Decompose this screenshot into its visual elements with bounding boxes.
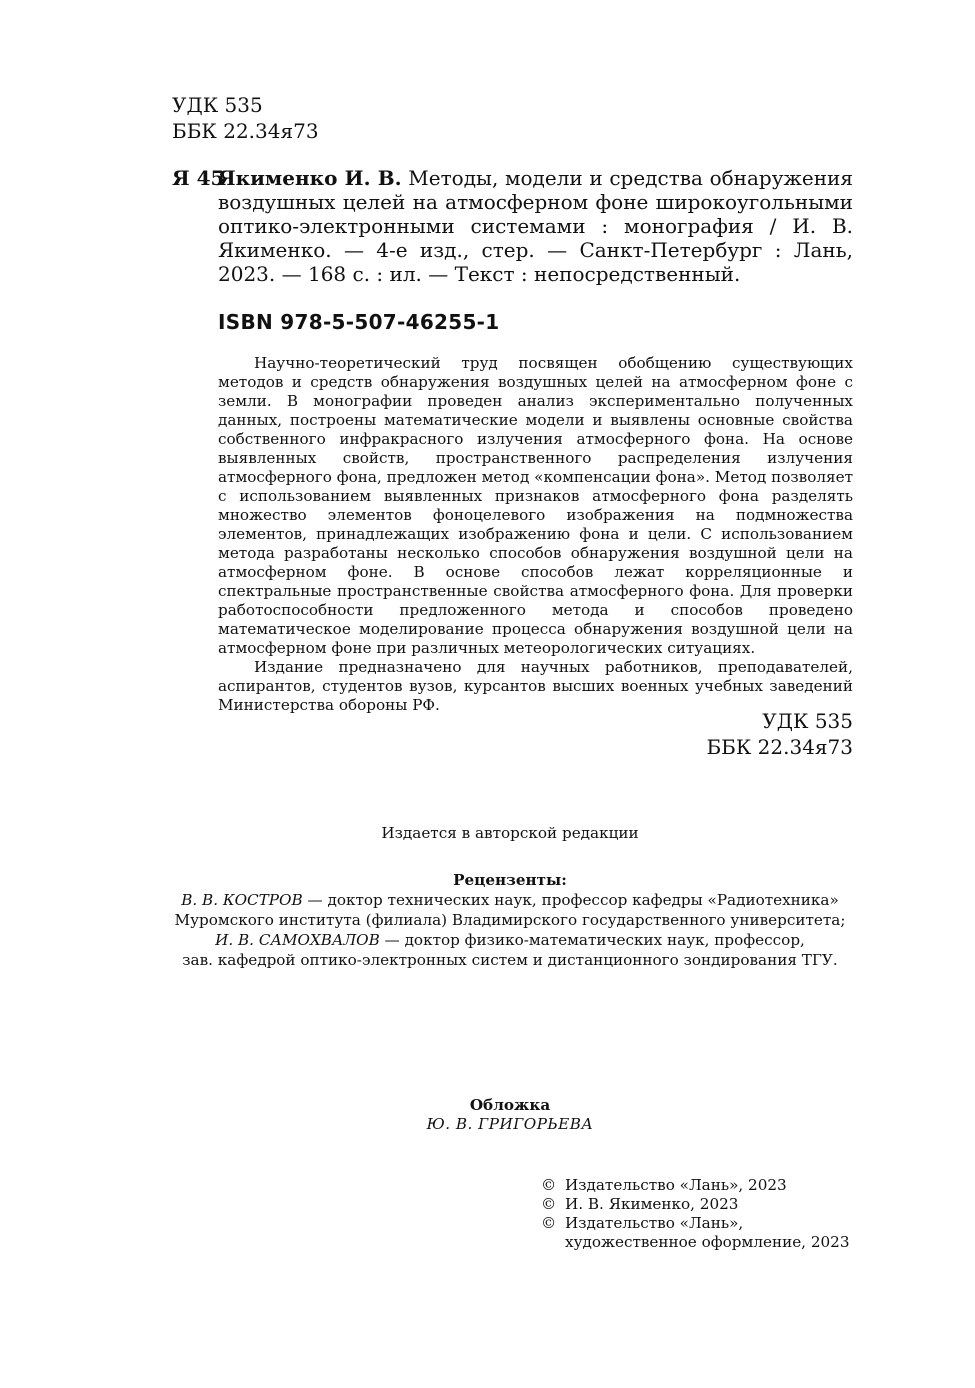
reviewer-credentials: — доктор технических наук, профессор кафедры «Радиотехника» [302,891,839,909]
reviewers-heading: Рецензенты: [453,871,567,889]
reviewer-affiliation: Муромского института (филиала) Владимирского государственного университета; [174,911,846,929]
copyright-icon: © [541,1176,557,1194]
cover-heading: Обложка [469,1096,551,1114]
udk-code: УДК 535 [172,93,263,117]
copyright-line [541,1176,850,1195]
catalog-description [218,166,853,286]
bbk-code: ББК 22.34я73 [706,735,853,759]
abstract-paragraph: Научно-теоретический труд посвящен обобщению существующих методов и средств обнаружения воздушных целей на атмосферном фоне с земли. В монографии проведен анализ экспериментально полученных данных, построены математические модели и выявлены основные свойства собственного инфракрасного излучения атмосферного фона. На основе выявленных свойств, пространственного распределения излучения атмосферного фона, предложен метод «компенсации фона». Метод позволяет с использованием выявленных признаков атмосферного фона разделять множество элементов фоноцелевого изображения на подмножества элементов, принадлежащих изображению фона и цели. С использованием метода разработаны несколько способов обнаружения воздушной цели на атмосферном фоне. В основе способов лежат корреляционные и спектральные пространственные свойства атмосферного фона. Для проверки работоспособности предложенного метода и способов проведено математическое моделирование процесса обнаружения воздушной цели на атмосферном фоне при различных метеорологических ситуациях. [218,354,853,657]
copyright-line [541,1214,850,1233]
abstract [218,354,853,715]
book-description: Методы, модели и средства обнаружения воздушных целей на атмосферном фоне широкоугольными оптико-электронными системами : монография / И. В. Якименко. — 4-е изд., стер. — Санкт-Петербург : Лань, 2023. — 168 с. : ил. — Текст : непосредственный. [218,166,853,286]
copyright-icon: © [541,1195,557,1213]
abstract-paragraph: Издание предназначено для научных работников, преподавателей, аспирантов, студентов вузов, курсантов высших военных учебных заведений Министерства обороны РФ. [218,658,853,714]
udk-bbk-footer [600,708,853,760]
cover-designer: Ю. В. ГРИГОРЬЕВА [426,1115,594,1133]
bbk-code: ББК 22.34я73 [172,119,319,143]
edition-note: Издается в авторской редакции [381,824,639,842]
copyright-text: Издательство «Лань», 2023 [565,1176,787,1194]
copyright-line [541,1195,850,1214]
author-mark: Я 45 [172,166,225,190]
reviewer-affiliation: зав. кафедрой оптико-электронных систем и дистанционного зондирования ТГУ. [182,951,838,969]
copyright-continuation: художественное оформление, 2023 [565,1233,850,1251]
reviewer-name: В. В. КОСТРОВ [181,891,303,909]
copyright-text: Издательство «Лань», [565,1214,744,1232]
reviewers-block [0,870,975,970]
copyright-text: И. В. Якименко, 2023 [565,1195,739,1213]
copyright-icon: © [541,1214,557,1232]
reviewer-line [0,930,975,950]
reviewer-credentials: — доктор физико-математических наук, профессор, [379,931,805,949]
udk-code: УДК 535 [762,709,853,733]
author-name: Якименко И. В. [218,166,402,190]
catalog-entry [172,166,853,286]
reviewer-line [0,890,975,910]
cover-credit [0,1096,975,1134]
udk-bbk-header [172,92,319,144]
reviewer-name: И. В. САМОХВАЛОВ [215,931,380,949]
isbn: ISBN 978-5-507-46255-1 [218,310,500,334]
copyright-block [541,1176,850,1252]
